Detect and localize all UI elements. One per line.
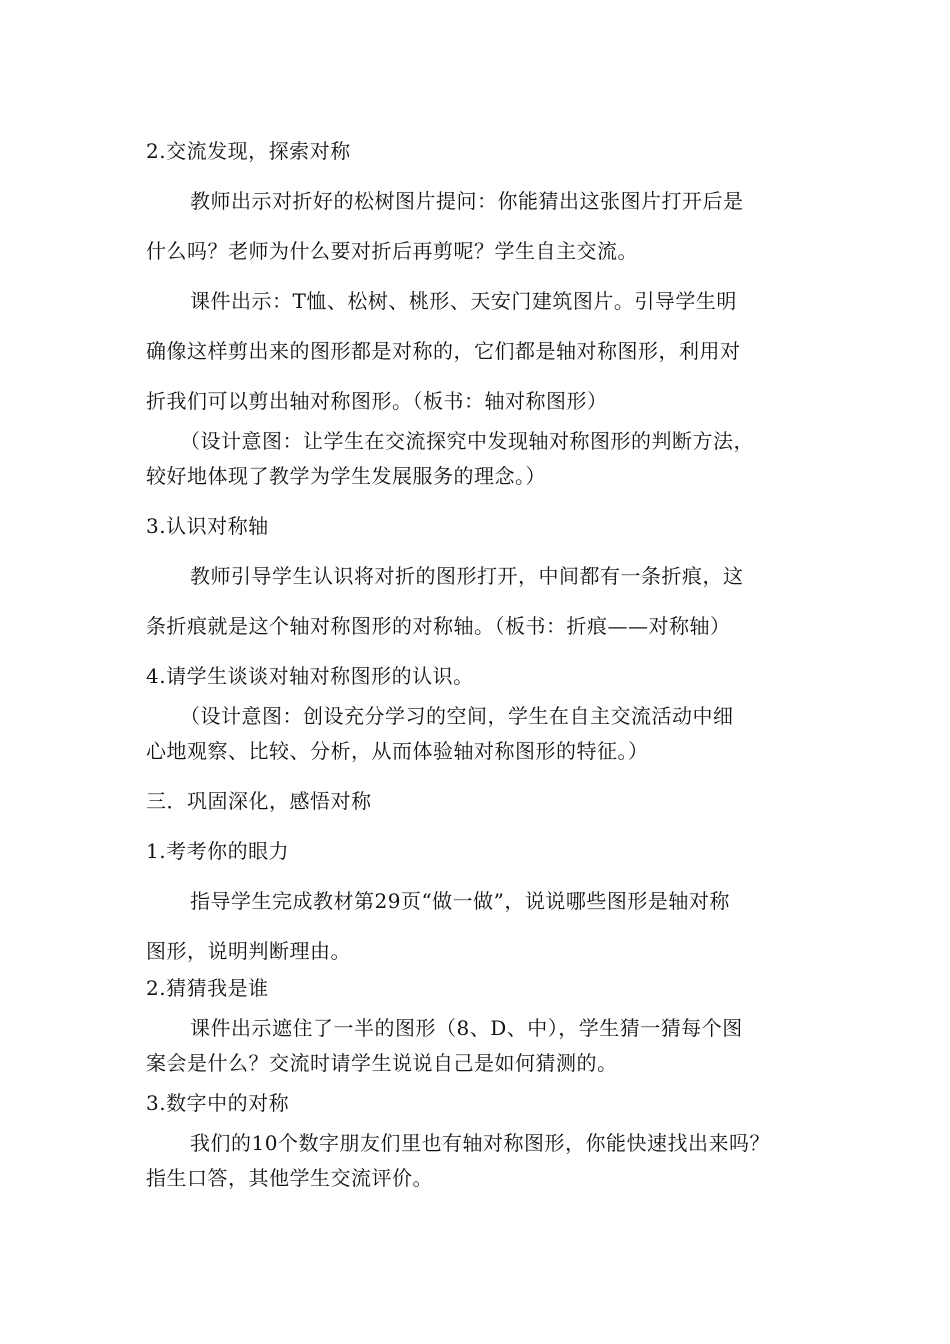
paragraph-line: 教师引导学生认识将对折的图形打开，中间都有一条折痕，这 bbox=[190, 564, 744, 588]
paragraph-line: 折我们可以剪出轴对称图形。（板书：轴对称图形） bbox=[146, 389, 608, 413]
paragraph-line: 课件出示：T恤、松树、桃形、天安门建筑图片。引导学生明 bbox=[190, 289, 737, 313]
design-intent-note: 心地观察、比较、分析，从而体验轴对称图形的特征。） bbox=[146, 739, 649, 763]
paragraph-line: 确像这样剪出来的图形都是对称的，它们都是轴对称图形，利用对 bbox=[146, 339, 741, 363]
paragraph-line: 我们的10个数字朋友们里也有轴对称图形，你能快速找出来吗？ bbox=[190, 1131, 770, 1155]
paragraph-line: 指导学生完成教材第29页“做一做”，说说哪些图形是轴对称 bbox=[190, 889, 730, 913]
section-heading-consolidate: 三．巩固深化，感悟对称 bbox=[146, 789, 372, 813]
heading-guess-who: 2.猜猜我是谁 bbox=[146, 976, 269, 1000]
heading-symmetry-axis: 3.认识对称轴 bbox=[146, 514, 269, 538]
paragraph-line: 指生口答，其他学生交流评价。 bbox=[146, 1166, 433, 1190]
paragraph-line: 案会是什么？交流时请学生说说自己是如何猜测的。 bbox=[146, 1051, 618, 1075]
design-intent-note: （设计意图：让学生在交流探究中发现轴对称图形的判断方法， bbox=[180, 429, 754, 453]
heading-discussion: 4.请学生谈谈对轴对称图形的认识。 bbox=[146, 664, 474, 688]
paragraph-line: 什么吗？老师为什么要对折后再剪呢？学生自主交流。 bbox=[146, 239, 638, 263]
paragraph-line: 课件出示遮住了一半的图形（8、D、中），学生猜一猜每个图 bbox=[190, 1016, 743, 1040]
design-intent-note: （设计意图：创设充分学习的空间，学生在自主交流活动中细 bbox=[180, 704, 734, 728]
heading-test-eyesight: 1.考考你的眼力 bbox=[146, 839, 290, 863]
paragraph-line: 条折痕就是这个轴对称图形的对称轴。（板书：折痕——对称轴） bbox=[146, 614, 731, 638]
paragraph-line: 图形，说明判断理由。 bbox=[146, 939, 351, 963]
design-intent-note: 较好地体现了教学为学生发展服务的理念。） bbox=[146, 464, 546, 488]
heading-number-symmetry: 3.数字中的对称 bbox=[146, 1091, 290, 1115]
heading-exchange-discover: 2.交流发现，探索对称 bbox=[146, 139, 351, 163]
paragraph-line: 教师出示对折好的松树图片提问：你能猜出这张图片打开后是 bbox=[190, 189, 744, 213]
